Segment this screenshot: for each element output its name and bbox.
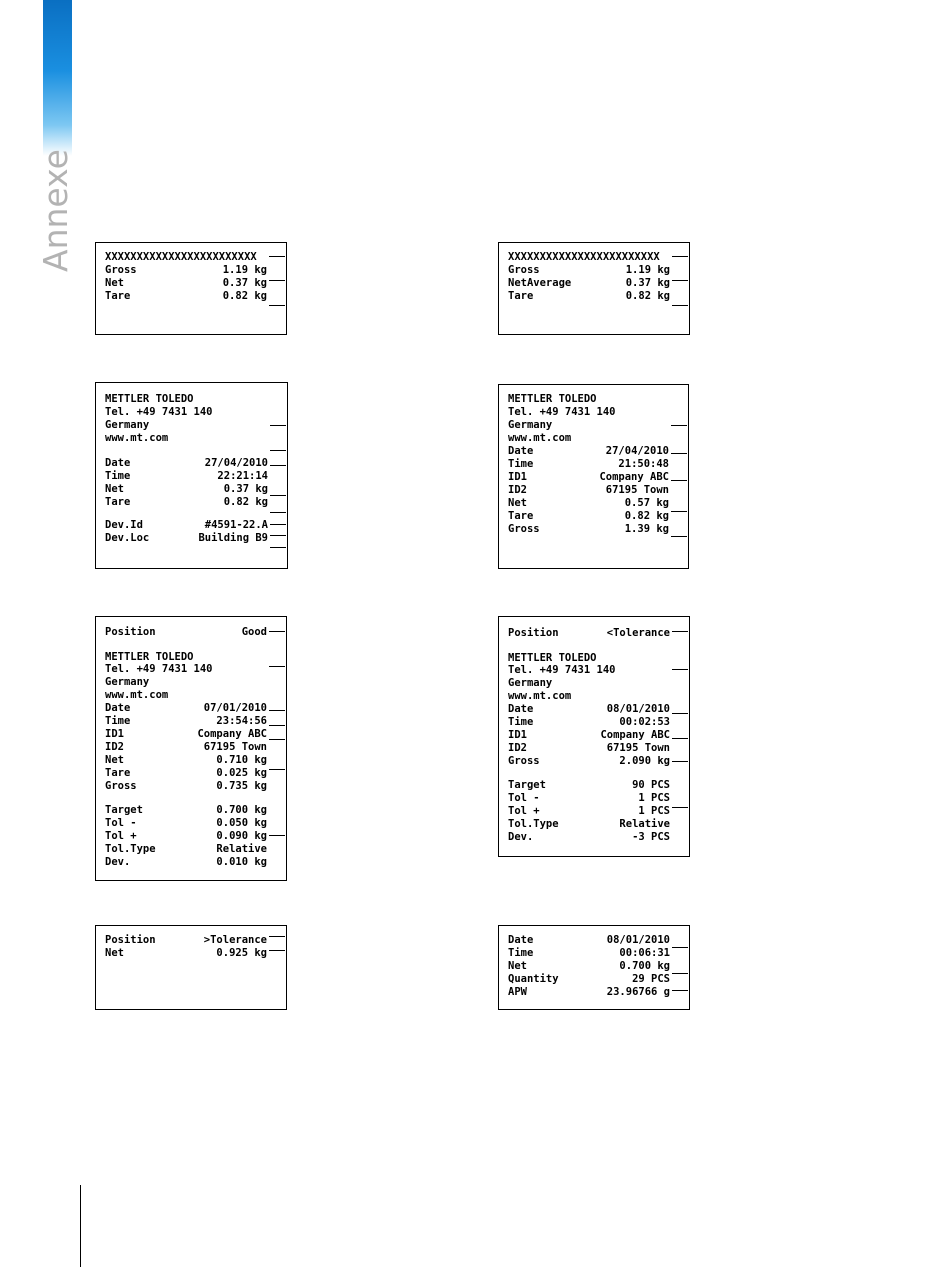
callout-line — [269, 769, 285, 770]
callout-line — [671, 511, 687, 512]
printout-line — [508, 792, 670, 804]
callout-line — [672, 713, 688, 714]
line-value: 0.82 kg — [222, 290, 267, 302]
line-value: 27/04/2010 — [204, 457, 268, 469]
callout-line — [270, 512, 286, 513]
printout-line — [105, 754, 267, 766]
line-label: Position — [105, 626, 156, 638]
printout-r6 — [498, 616, 690, 857]
line-value: 1.19 kg — [625, 264, 670, 276]
printout-line — [105, 856, 267, 868]
line-value: 0.37 kg — [222, 277, 267, 289]
line-label: Time — [508, 458, 534, 470]
printout-r2 — [498, 242, 690, 335]
line-value: -3 PCS — [632, 831, 670, 843]
line-label: APW — [508, 986, 527, 998]
printout-line — [105, 804, 267, 816]
line-value: 0.57 kg — [624, 497, 669, 509]
line-value: 90 PCS — [632, 779, 670, 791]
line-label: METTLER TOLEDO — [105, 651, 194, 663]
callout-line — [671, 425, 687, 426]
printout-line — [508, 755, 670, 767]
line-label: Tare — [105, 767, 131, 779]
line-label: Net — [508, 497, 527, 509]
callout-line — [672, 631, 688, 632]
line-label: Dev.Id — [105, 519, 143, 531]
printout-line — [105, 651, 267, 663]
line-value: <Tolerance — [606, 627, 670, 639]
line-label: Dev. — [508, 831, 534, 843]
line-value: 0.025 kg — [216, 767, 267, 779]
printout-line — [508, 805, 670, 817]
printout-line — [105, 741, 267, 753]
line-value: >Tolerance — [203, 934, 267, 946]
line-value: 0.37 kg — [625, 277, 670, 289]
callout-line — [671, 453, 687, 454]
callout-line — [269, 666, 285, 667]
line-value: 0.37 kg — [223, 483, 268, 495]
line-label: www.mt.com — [105, 432, 169, 444]
line-label: www.mt.com — [105, 689, 169, 701]
printout-r4 — [498, 384, 689, 569]
callout-line — [672, 305, 688, 306]
line-value: 0.82 kg — [624, 510, 669, 522]
line-label: Tol + — [508, 805, 540, 817]
printout-line — [508, 484, 669, 496]
line-value: 1.39 kg — [624, 523, 669, 535]
line-value: 0.82 kg — [625, 290, 670, 302]
callout-line — [270, 535, 286, 536]
line-value: 07/01/2010 — [203, 702, 267, 714]
printout-line — [105, 728, 267, 740]
printout-line — [508, 471, 669, 483]
line-label: Gross — [105, 264, 137, 276]
printout-line — [105, 432, 268, 444]
printout-line — [105, 689, 267, 701]
callout-line — [269, 710, 285, 711]
printout-line — [105, 470, 268, 482]
callout-line — [270, 425, 286, 426]
line-label: Target — [105, 804, 143, 816]
line-label: Position — [105, 934, 156, 946]
line-value: 0.050 kg — [216, 817, 267, 829]
printout-line — [508, 290, 670, 302]
printout-line — [508, 432, 669, 444]
line-label: METTLER TOLEDO — [508, 393, 597, 405]
printout-line — [508, 947, 670, 959]
line-label: Gross — [105, 780, 137, 792]
printout-line — [105, 277, 267, 289]
line-value: 67195 Town — [203, 741, 267, 753]
line-label: Gross — [508, 755, 540, 767]
printout-line — [508, 742, 670, 754]
callout-line — [270, 465, 286, 466]
printout-line — [105, 406, 268, 418]
line-label: ID1 — [508, 471, 527, 483]
printout-line — [105, 290, 267, 302]
callout-line — [672, 947, 688, 948]
printout-line — [105, 830, 267, 842]
line-label: Tare — [105, 496, 131, 508]
printout-line — [105, 767, 267, 779]
callout-line — [672, 669, 688, 670]
line-label: Date — [105, 457, 131, 469]
line-label: Date — [508, 445, 534, 457]
callout-line — [269, 739, 285, 740]
callout-line — [671, 536, 687, 537]
line-value: 29 PCS — [632, 973, 670, 985]
printout-r8 — [498, 925, 690, 1010]
line-label: ID2 — [105, 741, 124, 753]
line-label: Quantity — [508, 973, 559, 985]
line-label: Net — [105, 277, 124, 289]
printout-line — [508, 729, 670, 741]
line-label: XXXXXXXXXXXXXXXXXXXXXXXX — [105, 251, 257, 263]
line-label: Tol.Type — [105, 843, 156, 855]
printout-line — [105, 419, 268, 431]
line-label: Tol - — [105, 817, 137, 829]
line-value: 0.82 kg — [223, 496, 268, 508]
callout-line — [269, 835, 285, 836]
printout-line — [105, 532, 268, 544]
line-label: Gross — [508, 523, 540, 535]
line-value: Relative — [216, 843, 267, 855]
callout-line — [269, 936, 285, 937]
line-label: Tare — [508, 290, 534, 302]
line-value: Company ABC — [197, 728, 267, 740]
callout-line — [269, 631, 285, 632]
printout-line — [508, 690, 670, 702]
callout-line — [672, 973, 688, 974]
callout-line — [672, 807, 688, 808]
line-value: #4591-22.A — [204, 519, 268, 531]
printout-line — [508, 986, 670, 998]
line-label: Time — [105, 470, 131, 482]
line-value: 0.710 kg — [216, 754, 267, 766]
line-value: 1.19 kg — [222, 264, 267, 276]
line-label: Tel. +49 7431 140 — [508, 664, 616, 676]
line-value: 08/01/2010 — [606, 934, 670, 946]
printout-line — [508, 406, 669, 418]
line-label: Time — [508, 716, 534, 728]
line-value: 23.96766 g — [606, 986, 670, 998]
callout-line — [270, 524, 286, 525]
printout-line — [508, 831, 670, 843]
callout-line — [671, 480, 687, 481]
printout-line — [508, 458, 669, 470]
printout-line — [105, 715, 267, 727]
printout-line — [508, 934, 670, 946]
line-label: Tol.Type — [508, 818, 559, 830]
callout-line — [270, 547, 286, 548]
line-value: 0.700 kg — [619, 960, 670, 972]
line-label: Tol - — [508, 792, 540, 804]
line-label: NetAverage — [508, 277, 572, 289]
printout-line — [508, 445, 669, 457]
printout-line — [105, 663, 267, 675]
line-value: Relative — [619, 818, 670, 830]
line-value: 0.700 kg — [216, 804, 267, 816]
line-label: Tare — [508, 510, 534, 522]
callout-line — [269, 280, 285, 281]
callout-line — [269, 256, 285, 257]
line-label: Dev.Loc — [105, 532, 150, 544]
printout-line — [508, 703, 670, 715]
page-rule — [80, 1185, 81, 1267]
line-value: 67195 Town — [605, 484, 669, 496]
printout-line — [105, 483, 268, 495]
printout-line — [105, 457, 268, 469]
callout-line — [270, 495, 286, 496]
printout-line — [105, 393, 268, 405]
line-value: 22:21:14 — [217, 470, 268, 482]
printout-line — [105, 817, 267, 829]
line-value: 1 PCS — [638, 805, 670, 817]
line-label: Net — [105, 947, 124, 959]
section-title: Annexe — [36, 149, 75, 272]
printout-r5 — [95, 616, 287, 881]
printout-line — [105, 264, 267, 276]
printout-line — [105, 519, 268, 531]
printout-line — [105, 702, 267, 714]
printout-line — [508, 264, 670, 276]
line-label: METTLER TOLEDO — [105, 393, 194, 405]
line-label: Target — [508, 779, 546, 791]
line-label: Gross — [508, 264, 540, 276]
callout-line — [672, 761, 688, 762]
line-value: 0.925 kg — [216, 947, 267, 959]
printout-line — [508, 523, 669, 535]
line-label: Net — [508, 960, 527, 972]
line-label: ID1 — [508, 729, 527, 741]
printout-line — [508, 510, 669, 522]
line-label: www.mt.com — [508, 690, 572, 702]
line-label: Tel. +49 7431 140 — [105, 663, 213, 675]
line-value: 23:54:56 — [216, 715, 267, 727]
line-value: Company ABC — [599, 471, 669, 483]
line-label: Date — [105, 702, 131, 714]
line-label: Time — [508, 947, 534, 959]
line-label: Germany — [105, 419, 150, 431]
printout-line — [105, 947, 267, 959]
printout-r3 — [95, 382, 288, 569]
line-label: ID2 — [508, 742, 527, 754]
line-value: Company ABC — [600, 729, 670, 741]
printout-line — [508, 251, 670, 263]
printout-line — [508, 960, 670, 972]
printout-line — [508, 779, 670, 791]
line-value: 27/04/2010 — [605, 445, 669, 457]
callout-line — [269, 950, 285, 951]
callout-line — [672, 280, 688, 281]
line-label: www.mt.com — [508, 432, 572, 444]
line-value: 0.735 kg — [216, 780, 267, 792]
line-value: 00:02:53 — [619, 716, 670, 728]
printout-line — [508, 393, 669, 405]
printout-line — [105, 251, 267, 263]
printout-line — [508, 664, 670, 676]
printout-line — [508, 497, 669, 509]
printout-line — [508, 627, 670, 639]
printout-r7 — [95, 925, 287, 1010]
line-value: 0.010 kg — [216, 856, 267, 868]
line-label: Net — [105, 483, 124, 495]
callout-line — [672, 256, 688, 257]
line-value: 00:06:31 — [619, 947, 670, 959]
printout-line — [508, 277, 670, 289]
printout-r1 — [95, 242, 287, 335]
line-label: Tel. +49 7431 140 — [508, 406, 616, 418]
line-value: Building B9 — [198, 532, 268, 544]
line-label: Net — [105, 754, 124, 766]
line-label: Position — [508, 627, 559, 639]
line-value: 2.090 kg — [619, 755, 670, 767]
printout-line — [105, 676, 267, 688]
printout-line — [105, 843, 267, 855]
line-label: Date — [508, 703, 534, 715]
line-label: Time — [105, 715, 131, 727]
line-value: 21:50:48 — [618, 458, 669, 470]
line-label: ID1 — [105, 728, 124, 740]
printout-line — [105, 934, 267, 946]
line-label: XXXXXXXXXXXXXXXXXXXXXXXX — [508, 251, 660, 263]
line-label: Dev. — [105, 856, 131, 868]
callout-line — [269, 725, 285, 726]
printout-line — [508, 716, 670, 728]
line-value: Good — [241, 626, 267, 638]
line-value: 0.090 kg — [216, 830, 267, 842]
line-label: Germany — [508, 677, 553, 689]
line-value: 67195 Town — [606, 742, 670, 754]
line-label: Germany — [508, 419, 553, 431]
line-label: METTLER TOLEDO — [508, 652, 597, 664]
printout-line — [508, 818, 670, 830]
line-label: Tare — [105, 290, 131, 302]
line-label: ID2 — [508, 484, 527, 496]
line-label: Tol + — [105, 830, 137, 842]
callout-line — [672, 990, 688, 991]
printout-line — [105, 780, 267, 792]
callout-line — [270, 450, 286, 451]
annexe-color-bar — [43, 0, 72, 156]
printout-line — [508, 652, 670, 664]
printout-line — [105, 626, 267, 638]
printout-line — [105, 496, 268, 508]
printout-line — [508, 677, 670, 689]
line-label: Date — [508, 934, 534, 946]
callout-line — [672, 738, 688, 739]
line-label: Tel. +49 7431 140 — [105, 406, 213, 418]
printout-line — [508, 973, 670, 985]
printout-line — [508, 419, 669, 431]
line-label: Germany — [105, 676, 150, 688]
callout-line — [269, 305, 285, 306]
line-value: 1 PCS — [638, 792, 670, 804]
line-value: 08/01/2010 — [606, 703, 670, 715]
